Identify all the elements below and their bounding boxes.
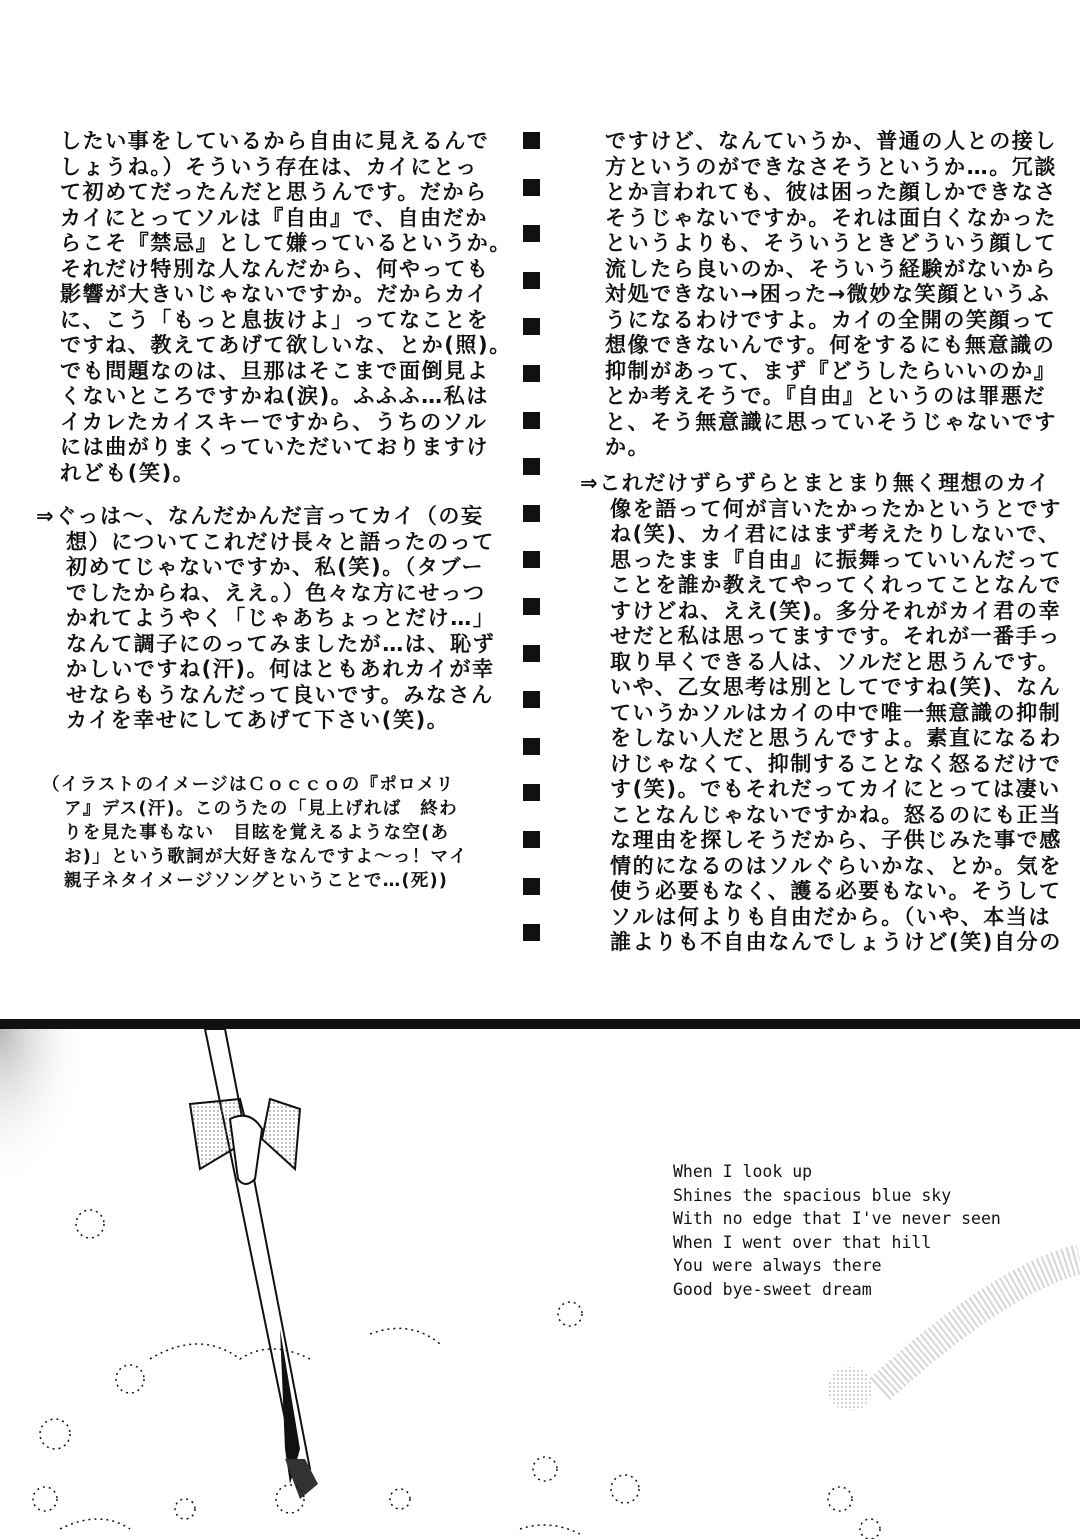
text-line: とか言われても、彼は困った顔しかできなさ <box>605 180 1057 204</box>
text-line: て初めてだったんだと思うんです。だから <box>60 180 488 204</box>
text-line: ですけど、なんていうか、普通の人との接し <box>605 129 1057 153</box>
left-paragraph-1 <box>60 129 512 486</box>
text-line: 流したら良いのか、そういう経験がないから <box>605 256 1057 281</box>
text-line: いや、乙女思考は別としてですね(笑)、なん <box>610 675 1062 699</box>
left-paragraph-2 <box>36 504 495 734</box>
text-line: （イラストのイメージはＣｏｃｃｏの『ポロメリ <box>42 775 455 795</box>
text-line: イカレたカイスキーですから、うちのソル <box>60 409 488 434</box>
text-line: 方というのができなさそうというか…。冗談 <box>605 154 1057 179</box>
text-line: ソルは何よりも自由だから。（いや、本当は <box>610 904 1052 929</box>
right-paragraph-2 <box>580 471 1062 956</box>
divider-square <box>523 505 540 522</box>
text-line: れども(笑)。 <box>60 460 196 485</box>
divider-square <box>523 551 540 568</box>
text-line: 誰よりも不自由なんでしょうけど(笑)自分の <box>610 930 1062 954</box>
text-line: せならもうなんだって良いです。みなさん <box>66 682 494 707</box>
divider-square <box>523 691 540 708</box>
text-line: らこそ『禁忌』として嫌っているというか。 <box>60 231 512 255</box>
text-line: カイにとってソルは『自由』で、自由だか <box>60 205 488 230</box>
divider-square <box>523 831 540 848</box>
divider-square <box>523 179 540 196</box>
text-line: でも問題なのは、旦那はそこまで面倒見よ <box>60 358 490 383</box>
text-line: かれてようやく「じゃあちょっとだけ…」 <box>66 606 496 630</box>
left-column-paragraph-2 <box>36 504 495 734</box>
text-line: 情的になるのはソルぐらいかな、とか。気を <box>610 853 1062 878</box>
left-column <box>60 129 512 486</box>
divider-square <box>523 924 540 941</box>
text-line: それだけ特別な人なんだから、何やっても <box>60 256 490 281</box>
text-line: ですね、教えてあげて欲しいな、とか(照)。 <box>60 333 512 357</box>
text-line: しょうね。）そういう存在は、カイにとっ <box>60 154 478 179</box>
text-line: ね(笑)、カイ君にはまず考えたりしないで、 <box>610 522 1061 546</box>
text-line: かしいですね(汗)。何はともあれカイが幸 <box>66 657 495 681</box>
text-line: くないところですかね(涙)。ふふふ…私は <box>60 384 489 408</box>
text-line: 像を語って何が言いたかったかというとです <box>610 496 1062 521</box>
tone-circle <box>828 1367 872 1411</box>
text-line: か。 <box>605 435 651 459</box>
text-line: 想像できないんです。何をするにも無意識の <box>605 333 1056 357</box>
text-line: というよりも、そういうときどういう顔して <box>605 231 1057 255</box>
text-line: 抑制があって、まず『どうしたらいいのか』 <box>605 358 1057 383</box>
divider-square <box>523 645 540 662</box>
section-divider-bar <box>0 1019 1080 1029</box>
text-line: ていうかソルはカイの中で唯一無意識の抑制 <box>610 700 1062 725</box>
text-line: 取り早くできる人は、ソルだと思うんです。 <box>610 649 1061 674</box>
divider-square <box>523 132 540 149</box>
text-line: せだと私は思ってますです。それが一番手っ <box>610 624 1061 648</box>
divider-square <box>523 412 540 429</box>
text-line: と、そう無意識に思っていそうじゃないです <box>605 409 1057 434</box>
lyric-line: Good bye-sweet dream <box>673 1279 872 1299</box>
lyric-line: When I went over that hill <box>673 1232 932 1252</box>
divider-square <box>523 458 540 475</box>
divider-square <box>523 272 540 289</box>
text-line: をしない人だと思うんですよ。素直になるわ <box>610 726 1062 750</box>
divider-square <box>523 365 540 382</box>
lyric-line: You were always there <box>673 1256 882 1276</box>
divider-square <box>523 878 540 895</box>
note-text <box>42 773 468 893</box>
text-line: ことを誰か教えてやってくれってことなんで <box>610 573 1062 597</box>
text-line: 想）についてこれだけ長々と語ったのって <box>66 529 495 554</box>
text-line: カイを幸せにしてあげて下さい(笑)。 <box>66 708 450 732</box>
text-line: 使う必要もなく、護る必要もない。そうして <box>610 879 1062 903</box>
lyric-line: With no edge that I've never seen <box>673 1209 1001 1229</box>
text-line: 初めてじゃないですか、私(笑)。（タブー <box>66 555 485 579</box>
text-line: うになるわけですよ。カイの全開の笑顔って <box>605 307 1057 332</box>
text-line: 思ったまま『自由』に振舞っていいんだって <box>610 547 1062 572</box>
text-line: に、こう「もっと息抜けよ」ってなことを <box>60 307 490 332</box>
lyrics-block <box>673 1160 1001 1302</box>
text-line: ア』デス(汗)。このうたの「見上げれば 終わ <box>64 799 458 819</box>
right-column <box>605 129 1057 461</box>
text-line: そうじゃないですか。それは面白くなかった <box>605 205 1057 230</box>
staff-icon <box>190 1029 318 1499</box>
text-line: けじゃなくて、抑制することなく怒るだけで <box>610 751 1062 776</box>
screentone-corner <box>0 1029 90 1189</box>
lyric-line: Shines the spacious blue sky <box>673 1185 952 1205</box>
lyric-line: When I look up <box>673 1162 813 1181</box>
right-column-paragraph-2 <box>580 471 1062 956</box>
text-line: りを見た事もない 目眩を覚えるような空(あ <box>64 823 450 843</box>
text-line: お)」という歌詞が大好きなんですよ〜っ！マイ <box>64 847 468 867</box>
text-line: とか考えそうで。『自由』というのは罪悪だ <box>605 384 1047 408</box>
text-line: すけどね、ええ(笑)。多分それがカイ君の幸 <box>610 598 1062 623</box>
text-line: な理由を探しそうだから、子供じみた事で感 <box>610 828 1062 852</box>
text-line: ⇒これだけずらずらとまとまり無く理想のカイ <box>580 471 1051 495</box>
text-line: には曲がりまくっていただいておりますけ <box>60 435 489 459</box>
text-line: ⇒ぐっは〜、なんだかんだ言ってカイ（の妄 <box>36 504 484 528</box>
right-paragraph-1 <box>605 129 1057 461</box>
divider-square <box>523 784 540 801</box>
divider-square <box>523 225 540 242</box>
text-line: 親子ネタイメージソングということで…(死)) <box>64 871 449 891</box>
text-line: なんて調子にのってみましたが…は、恥ず <box>66 631 496 656</box>
text-line: でしたからね、ええ。）色々な方にせっつ <box>66 580 486 605</box>
text-line: 対処できない→困った→微妙な笑顔というふ <box>605 282 1051 306</box>
text-line: ことなんじゃないですかね。怒るのにも正当 <box>610 802 1062 827</box>
text-line: したい事をしているから自由に見えるんで <box>60 129 490 153</box>
divider-square <box>523 738 540 755</box>
text-line: 影響が大きいじゃないですか。だからカイ <box>60 282 489 306</box>
divider-square <box>523 318 540 335</box>
divider-square <box>523 598 540 615</box>
text-line: す(笑)。でもそれだってカイにとっては凄い <box>610 777 1061 801</box>
illustration-note <box>42 773 468 893</box>
